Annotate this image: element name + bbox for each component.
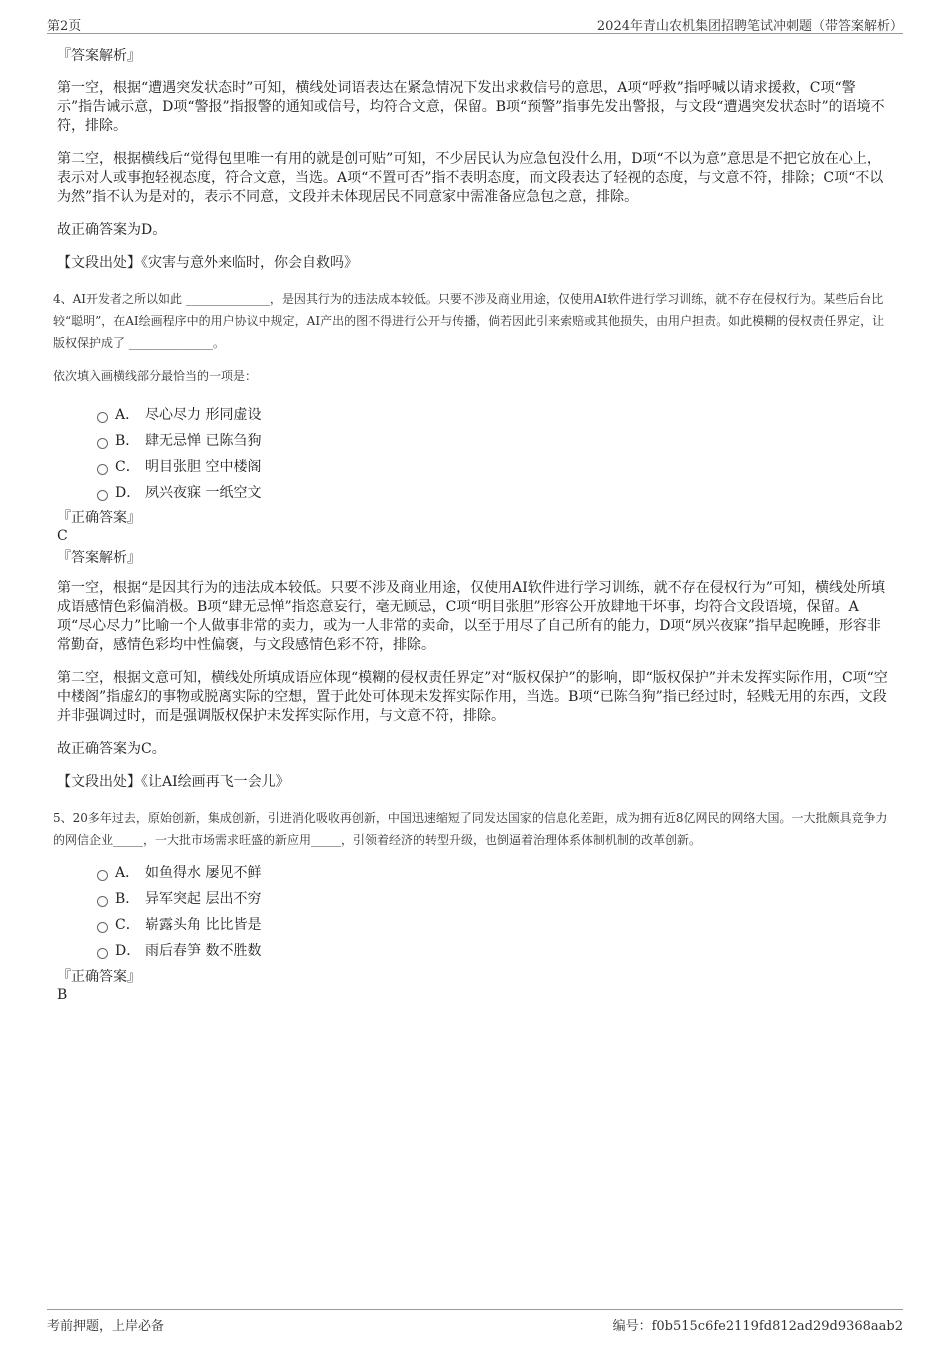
correct-answer: B xyxy=(57,987,68,1003)
question-prompt: 依次填入画横线部分最恰当的一项是： xyxy=(53,369,258,383)
conclusion: 故正确答案为C。 xyxy=(57,741,166,757)
radio-button[interactable] xyxy=(97,490,108,501)
option-d[interactable]: D． 雨后春笋 数不胜数 xyxy=(57,938,890,964)
radio-button[interactable] xyxy=(97,896,108,907)
analysis-paragraph: 第一空，根据“遭遇突发状态时”可知，横线处词语表达在紧急情况下发出求救信号的意思，A项“呼救”指呼喊以请求援救，C项“警示”指告诫示意，D项“警报”指报警的通知或信号，均符合文意，保留。B项“预警”指事先发出警报，与文段“遭遇突发状态时”的语境不符，排除。 xyxy=(57,80,885,134)
radio-button[interactable] xyxy=(97,412,108,423)
answer-label: 『正确答案』 xyxy=(57,510,141,526)
question-text: 5、20多年过去，原始创新，集成创新，引进消化吸收再创新，中国迅速缩短了同发达国家的信息化差距，成为拥有近8亿网民的网络大国。一大批颇具竞争力的网信企业_____，一大批市场需求旺盛的新应用_____，引领着经济的转型升级，也倒逼着治理体系体制机制的改革创新。 xyxy=(53,811,888,847)
option-b[interactable]: B． 异军突起 层出不穷 xyxy=(57,886,890,912)
source-citation: 【文段出处】《灾害与意外来临时，你会自救吗》 xyxy=(57,255,358,271)
radio-button[interactable] xyxy=(97,922,108,933)
options-list xyxy=(57,860,890,964)
footer-slogan: 考前押题，上岸必备 xyxy=(47,1319,165,1334)
question-text: 4、AI开发者之所以如此 ______________，是因其行为的违法成本较低。只要不涉及商业用途，仅使用AI软件进行学习训练，就不存在侵权行为。某些后台比较“聪明”，在AI绘画程序中的用户协议中规定，AI产出的图不得进行公开与传播，倘若因此引来索赔或其他损失，由用户担责。如此模糊的侵权责任界定，让版权保护成了 ______________。 xyxy=(53,292,885,350)
option-c[interactable]: C． 明目张胆 空中楼阁 xyxy=(57,454,890,480)
options-list xyxy=(57,402,890,506)
conclusion: 故正确答案为D。 xyxy=(57,222,167,238)
option-a[interactable]: A． 尽心尽力 形同虚设 xyxy=(57,402,890,428)
answer-label: 『正确答案』 xyxy=(57,969,141,985)
document-title: 2024年青山农机集团招聘笔试冲刺题（带答案解析） xyxy=(596,19,903,34)
analysis-label: 『答案解析』 xyxy=(57,48,141,64)
option-a[interactable]: A． 如鱼得水 屡见不鲜 xyxy=(57,860,890,886)
correct-answer: C xyxy=(57,528,68,544)
option-c[interactable]: C． 崭露头角 比比皆是 xyxy=(57,912,890,938)
page-content xyxy=(53,46,890,1004)
radio-button[interactable] xyxy=(97,438,108,449)
analysis-paragraph: 第一空，根据“是因其行为的违法成本较低。只要不涉及商业用途，仅使用AI软件进行学习训练，就不存在侵权行为”可知，横线处所填成语感情色彩偏消极。B项“肆无忌惮”指恣意妄行，毫无顾忌，C项“明目张胆”形容公开放肆地干坏事，均符合文段语境，保留。A项“尽心尽力”比喻一个人做事非常的卖力，或为一人非常的卖命，以至于用尽了自己所有的能力，D项“夙兴夜寐”指早起晚睡，形容非常勤奋，感情色彩均中性偏褒，与文段感情色彩不符，排除。 xyxy=(57,580,885,653)
page-number: 第2页 xyxy=(47,19,82,34)
document-id: 编号：f0b515c6fe2119fd812ad29d9368aab2 xyxy=(612,1319,903,1334)
analysis-paragraph: 第二空，根据横线后“觉得包里唯一有用的就是创可贴”可知，不少居民认为应急包没什么用，D项“不以为意”意思是不把它放在心上，表示对人或事抱轻视态度，符合文意，当选。A项“不置可否”指不表明态度，而文段表达了轻视的态度，与文意不符，排除；C项“不以为然”指不认为是对的，表示不同意，文段并未体现居民不同意家中需准备应急包之意，排除。 xyxy=(57,151,884,205)
radio-button[interactable] xyxy=(97,464,108,475)
page-header xyxy=(47,13,903,34)
analysis-paragraph: 第二空，根据文意可知，横线处所填成语应体现“模糊的侵权责任界定”对“版权保护”的影响，即“版权保护”并未发挥实际作用，C项“空中楼阁”指虚幻的事物或脱离实际的空想，置于此处可体现未发挥实际作用，当选。B项“已陈刍狗”指已经过时，轻贱无用的东西，文段并非强调过时，而是强调版权保护未发挥实际作用，与文意不符，排除。 xyxy=(57,670,888,724)
page-footer xyxy=(47,1309,903,1334)
radio-button[interactable] xyxy=(97,870,108,881)
option-b[interactable]: B． 肆无忌惮 已陈刍狗 xyxy=(57,428,890,454)
radio-button[interactable] xyxy=(97,948,108,959)
analysis-label: 『答案解析』 xyxy=(57,550,141,566)
option-d[interactable]: D． 夙兴夜寐 一纸空文 xyxy=(57,480,890,506)
source-citation: 【文段出处】《让AI绘画再飞一会儿》 xyxy=(57,774,290,790)
